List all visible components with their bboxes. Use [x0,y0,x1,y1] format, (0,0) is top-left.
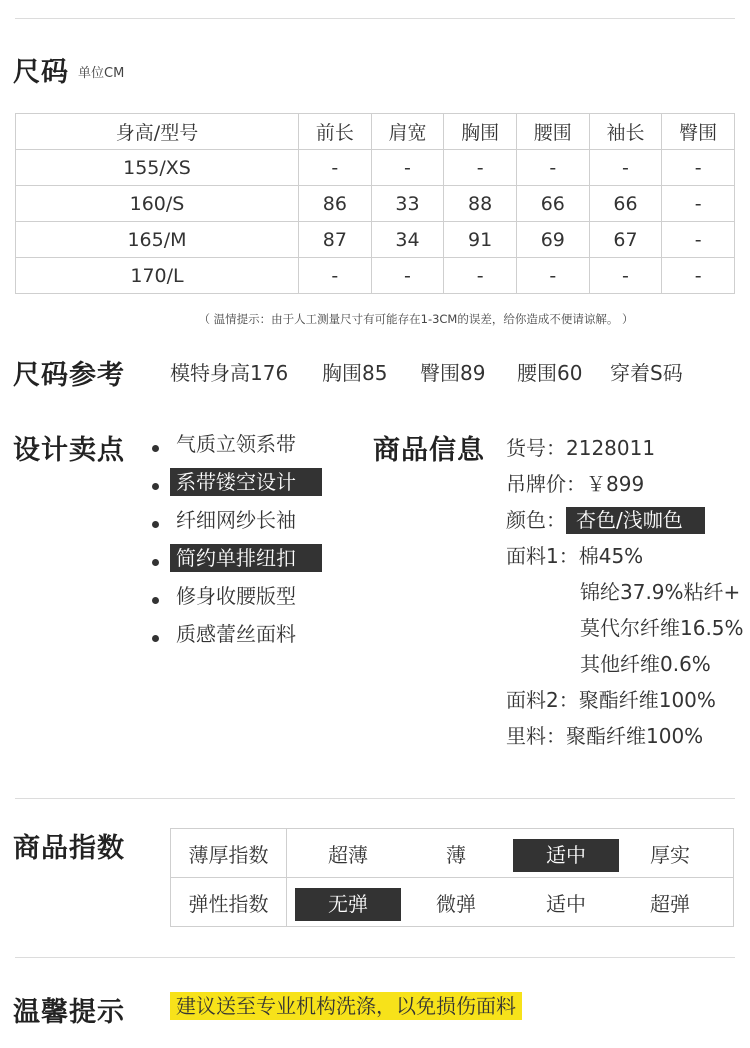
option-chip: 超薄 [328,843,368,867]
index-title: 商品指数 [13,833,125,864]
size-cell: 160/S [16,186,299,222]
size-cell: 34 [371,222,444,258]
table-row [16,186,735,222]
tips-title: 温馨提示 [13,997,125,1028]
bullet-icon [152,445,159,452]
size-cell: 87 [299,222,372,258]
product-fabric2: 面料2：聚酯纤维100% [506,688,716,712]
product-fabric1: 面料1：棉45% [506,544,644,568]
reference-model-height: 模特身高176 [170,361,289,385]
index-row-thickness [171,829,734,878]
selling-point-text: 修身收腰版型 [176,584,296,608]
section-divider [15,957,735,958]
size-unit: 单位CM [78,66,125,81]
size-table [15,113,735,294]
bullet-icon [152,521,159,528]
size-cell: - [662,150,735,186]
reference-size-worn: 穿着S码 [610,361,683,385]
bullet-icon [152,597,159,604]
option-chip-selected: 无弹 [295,888,401,921]
product-fabric1-line: 锦纶37.9%粘纤+ [580,580,741,604]
header-cell: 腰围 [516,114,589,150]
size-cell: 86 [299,186,372,222]
option-chip: 超弹 [650,892,690,916]
table-row [16,222,735,258]
selling-point-text: 气质立领系带 [176,432,296,456]
index-table [170,828,734,927]
size-cell: - [299,150,372,186]
bullet-icon [152,635,159,642]
size-cell: 165/M [16,222,299,258]
size-cell: 66 [589,186,662,222]
table-row [16,150,735,186]
color-label: 颜色： [506,508,566,532]
selling-point-text: 纤细网纱长袖 [176,508,296,532]
header-cell: 袖长 [589,114,662,150]
color-value: 杏色/浅咖色 [566,507,705,534]
size-cell: - [444,258,517,294]
size-cell: - [444,150,517,186]
option-chip: 微弹 [436,892,476,916]
size-cell: 170/L [16,258,299,294]
product-fabric1-line: 莫代尔纤维16.5% [580,616,744,640]
header-cell: 前长 [299,114,372,150]
size-cell: - [589,258,662,294]
reference-title: 尺码参考 [13,360,125,391]
product-fabric1-line: 其他纤维0.6% [580,652,711,676]
tips-text: 建议送至专业机构洗涤，以免损伤面料 [170,992,522,1020]
product-sku: 货号：2128011 [506,436,656,460]
size-cell: - [371,258,444,294]
product-title: 商品信息 [373,435,485,466]
header-cell: 身高/型号 [16,114,299,150]
header-cell: 胸围 [444,114,517,150]
selling-point-text: 简约单排纽扣 [170,544,322,572]
option-chip: 薄 [446,843,466,867]
option-chip: 厚实 [650,843,690,867]
reference-hip: 臀围89 [420,361,486,385]
product-color [506,504,705,534]
size-cell: 33 [371,186,444,222]
bullet-icon [152,559,159,566]
size-cell: 67 [589,222,662,258]
measurement-note: （ 温情提示：由于人工测量尺寸有可能存在1-3CM的误差，给你造成不便请谅解。 ） [198,312,634,326]
size-title: 尺码 [13,57,69,88]
reference-bust: 胸围85 [322,361,388,385]
index-label: 薄厚指数 [171,829,287,878]
size-cell: 88 [444,186,517,222]
size-cell: 69 [516,222,589,258]
size-cell: - [516,150,589,186]
size-cell: - [662,258,735,294]
selling-title: 设计卖点 [13,435,125,466]
header-cell: 肩宽 [371,114,444,150]
size-table-header [16,114,735,150]
size-cell: 66 [516,186,589,222]
size-cell: 91 [444,222,517,258]
size-cell: - [299,258,372,294]
option-chip-selected: 适中 [513,839,619,872]
index-label: 弹性指数 [171,878,287,927]
selling-point-text: 质感蕾丝面料 [176,622,296,646]
size-cell: - [662,222,735,258]
bullet-icon [152,483,159,490]
reference-waist: 腰围60 [517,361,583,385]
selling-point-text: 系带镂空设计 [170,468,322,496]
index-row-elasticity [171,878,734,927]
index-options [287,829,734,878]
index-options [287,878,734,927]
option-chip: 适中 [546,892,586,916]
size-cell: - [516,258,589,294]
top-divider [15,18,735,19]
size-cell: - [589,150,662,186]
size-cell: - [371,150,444,186]
product-price: 吊牌价：￥899 [506,472,645,496]
table-row [16,258,735,294]
section-divider [15,798,735,799]
size-cell: 155/XS [16,150,299,186]
product-lining: 里料：聚酯纤维100% [506,724,704,748]
header-cell: 臀围 [662,114,735,150]
size-cell: - [662,186,735,222]
